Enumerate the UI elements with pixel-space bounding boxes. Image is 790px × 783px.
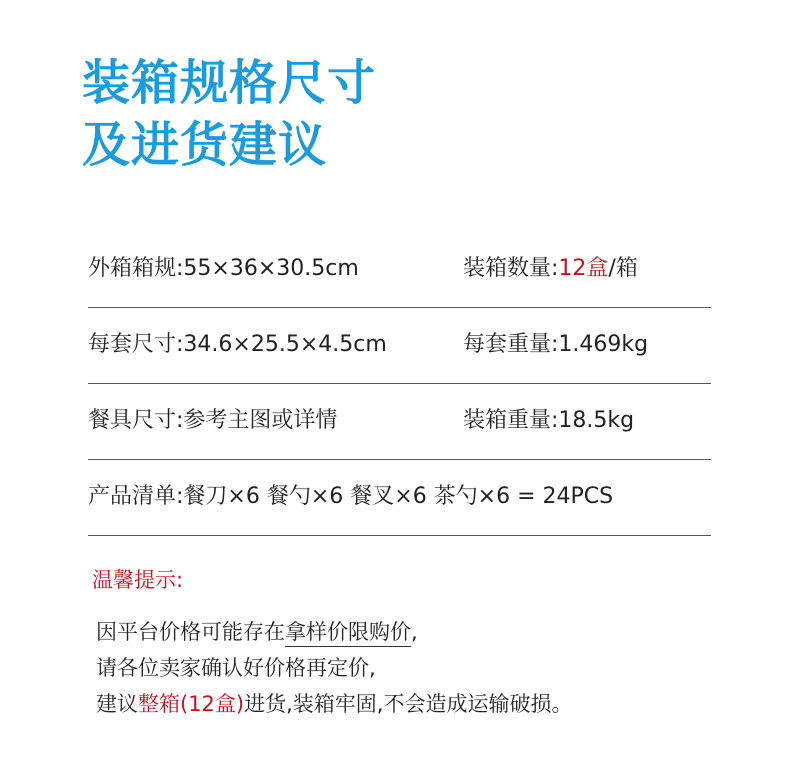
box-quantity-unit: /箱 [608,256,638,281]
box-quantity-value: 12盒 [558,256,609,281]
spec-row-product-list [88,460,711,536]
tips-line-1-suffix: , [411,620,418,644]
title-line-1: 装箱规格尺寸 [82,55,377,111]
set-weight: 每套重量:1.469kg [463,332,649,357]
title-line-2: 及进货建议 [82,117,328,173]
tips-line-2: 请各位卖家确认好价格再定价, [96,656,376,680]
product-list: 产品清单:餐刀×6 餐勺×6 餐叉×6 茶勺×6 = 24PCS [88,484,614,509]
tips-line-3-prefix: 建议 [96,692,138,716]
spec-row-box [88,232,711,308]
box-weight: 装箱重量:18.5kg [463,408,635,433]
tableware-size: 餐具尺寸:参考主图或详情 [88,408,338,433]
tips-line-3-suffix: 进货,装箱牢固,不会造成运输破损。 [244,692,573,716]
box-quantity-label: 装箱数量: [463,256,559,281]
tips-line-3-highlight: 整箱(12盒) [138,692,245,716]
tips-line-1-underlined: 拿样价限购价 [285,620,411,647]
tips-line-1-prefix: 因平台价格可能存在 [96,620,285,644]
tips-heading: 温馨提示: [92,568,184,592]
page-title [82,52,376,176]
tips-line-3 [96,686,572,722]
tips-body [96,614,572,722]
spec-table [88,232,711,536]
tips-line-1 [96,614,572,650]
outer-box-size: 外箱箱规:55×36×30.5cm [88,256,359,281]
spec-row-tableware [88,384,711,460]
spec-row-set [88,308,711,384]
box-quantity [463,254,638,284]
set-size: 每套尺寸:34.6×25.5×4.5cm [88,332,387,357]
